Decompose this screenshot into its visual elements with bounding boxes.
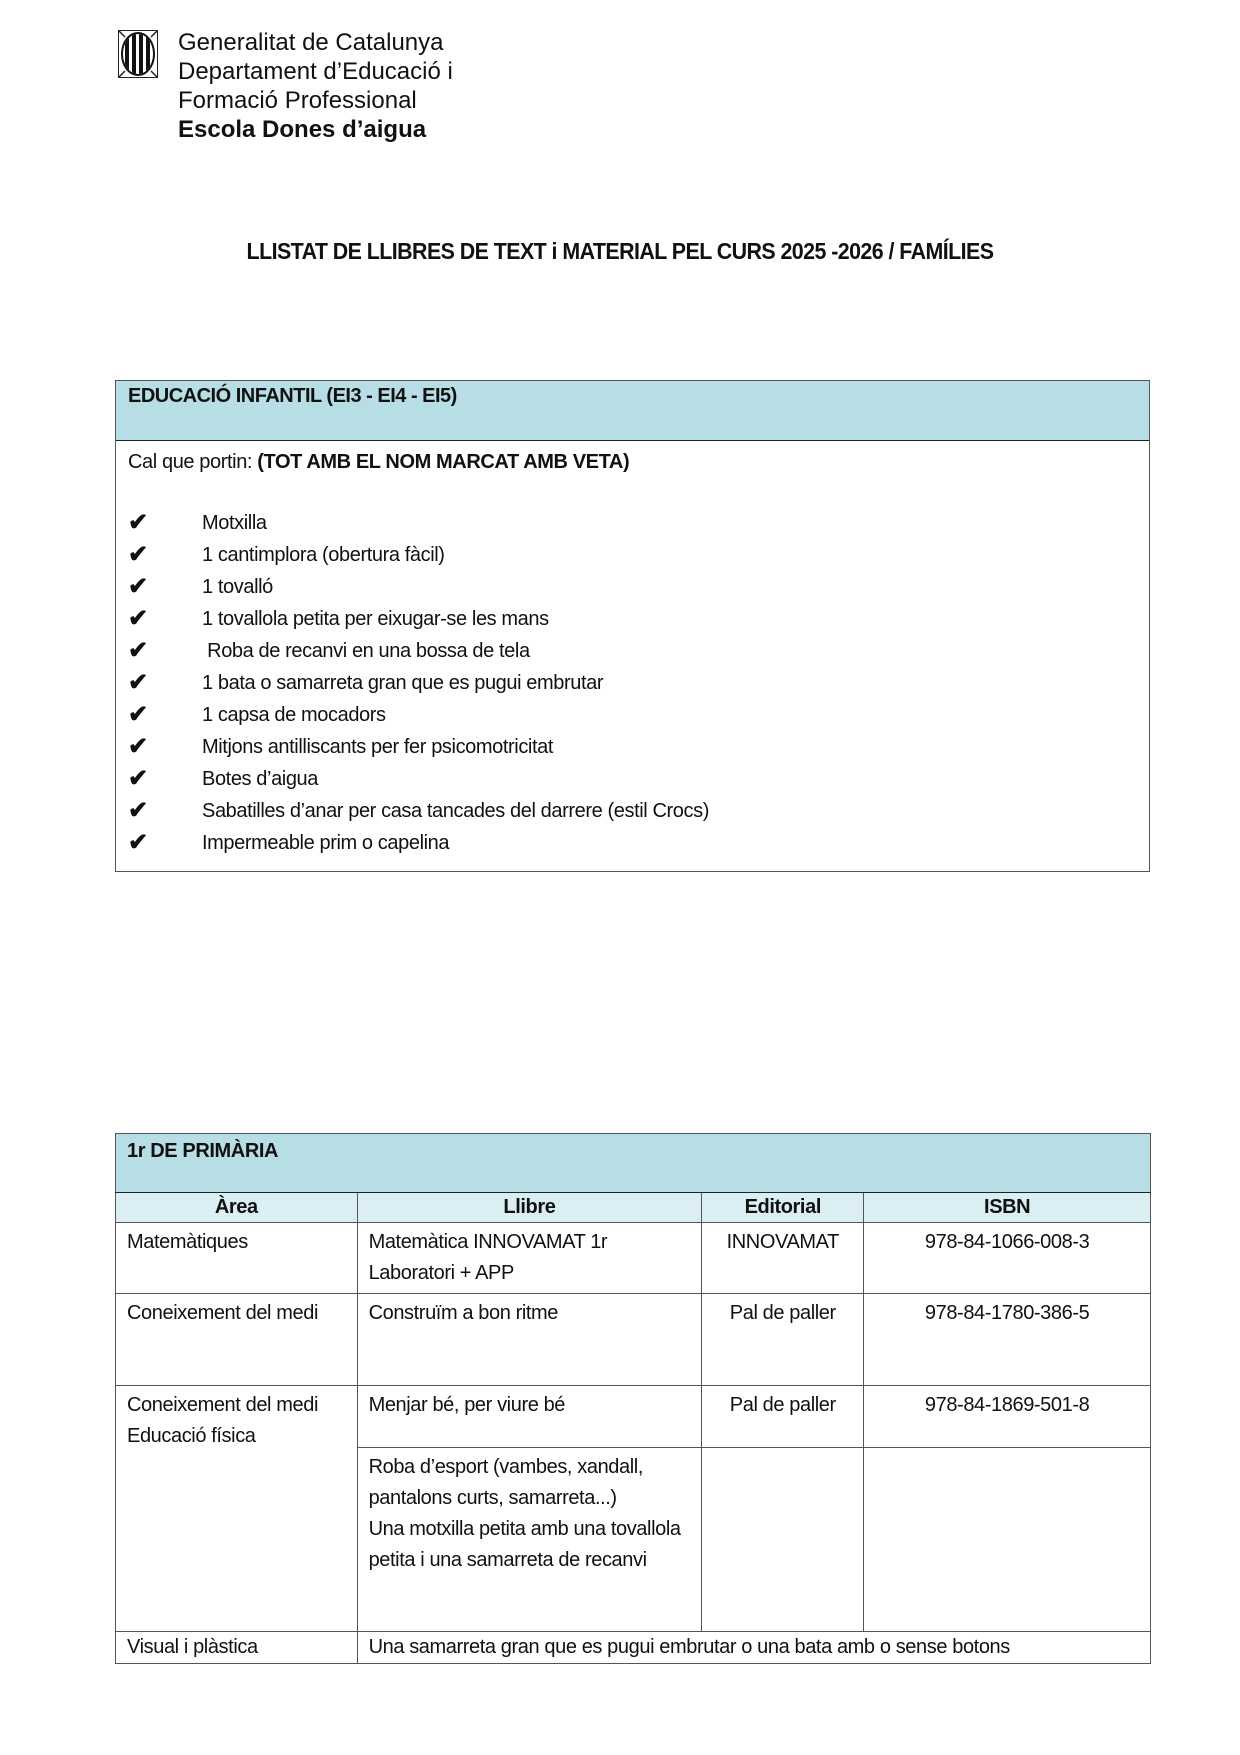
list-item (128, 507, 1137, 539)
check-icon: ✔ (128, 605, 148, 632)
item-label: Sabatilles d’anar per casa tancades del darrere (estil Crocs) (202, 800, 709, 822)
item-label: Mitjons antilliscants per fer psicomotricitat (202, 736, 554, 758)
cell-editorial: Pal de paller (702, 1294, 864, 1386)
check-icon: ✔ (128, 701, 148, 728)
table-row (116, 1386, 1151, 1448)
org-line-formacio: Formació Professional (178, 87, 417, 114)
column-header-isbn: ISBN (864, 1193, 1151, 1223)
check-icon: ✔ (128, 637, 148, 664)
check-icon: ✔ (128, 573, 148, 600)
check-icon: ✔ (128, 541, 148, 568)
item-label: 1 capsa de mocadors (202, 704, 386, 726)
cell-isbn: 978-84-1780-386-5 (864, 1294, 1151, 1386)
list-item (128, 571, 1137, 603)
infantil-section (115, 380, 1150, 872)
list-item (128, 667, 1137, 699)
check-icon: ✔ (128, 733, 148, 760)
list-item (128, 763, 1137, 795)
school-name: Escola Dones d’aigua (178, 116, 427, 143)
table-row (116, 1223, 1151, 1294)
document-title: LLISTAT DE LLIBRES DE TEXT i MATERIAL PEL CURS 2025 -2026 / FAMÍLIES (246, 238, 994, 264)
area-educacio-fisica: Educació física (127, 1425, 256, 1447)
item-label: Botes d’aigua (202, 768, 319, 790)
cell-llibre: Construïm a bon ritme (357, 1294, 702, 1386)
backpack-note: Una motxilla petita amb una tovallola petita i una samarreta de recanvi (368, 1518, 681, 1571)
column-header-row (116, 1193, 1151, 1223)
cell-llibre: Matemàtica INNOVAMAT 1r Laboratori + APP (357, 1223, 702, 1294)
item-label: Motxilla (202, 512, 267, 534)
list-item (128, 731, 1137, 763)
cell-area: Matemàtiques (116, 1223, 358, 1294)
cell-area: Coneixement del medi (116, 1294, 358, 1386)
cell-llibre: Una samarreta gran que es pugui embrutar o una bata amb o sense botons (357, 1632, 1150, 1664)
column-header-area: Àrea (116, 1193, 358, 1223)
item-label: 1 cantimplora (obertura fàcil) (202, 544, 445, 566)
org-line-generalitat: Generalitat de Catalunya (178, 29, 444, 56)
list-item (128, 635, 1137, 667)
intro-prefix: Cal que portin: (128, 451, 258, 473)
cell-isbn: 978-84-1869-501-8 (864, 1386, 1151, 1448)
item-label: 1 bata o samarreta gran que es pugui embrutar (202, 672, 604, 694)
list-item (128, 827, 1137, 859)
cell-area (116, 1386, 358, 1632)
column-header-editorial: Editorial (702, 1193, 864, 1223)
cell-llibre (357, 1448, 702, 1632)
check-icon: ✔ (128, 797, 148, 824)
list-item (128, 603, 1137, 635)
primaria-heading: 1r DE PRIMÀRIA (116, 1134, 1151, 1193)
cell-editorial: INNOVAMAT (702, 1223, 864, 1294)
cell-editorial (702, 1448, 864, 1632)
area-coneixement: Coneixement del medi (127, 1394, 318, 1416)
primaria-table (115, 1133, 1151, 1664)
infantil-intro (128, 447, 1137, 477)
cell-area: Visual i plàstica (116, 1632, 358, 1664)
intro-emphasis: (TOT AMB EL NOM MARCAT AMB VETA) (257, 451, 630, 473)
check-icon: ✔ (128, 765, 148, 792)
infantil-heading: EDUCACIÓ INFANTIL (EI3 - EI4 - EI5) (116, 381, 1149, 441)
org-line-department: Departament d’Educació i (178, 58, 453, 85)
check-icon: ✔ (128, 509, 148, 536)
cell-llibre: Menjar bé, per viure bé (357, 1386, 702, 1448)
catalan-government-shield-icon (118, 30, 158, 78)
cell-editorial: Pal de paller (702, 1386, 864, 1448)
cell-isbn: 978-84-1066-008-3 (864, 1223, 1151, 1294)
list-item (128, 539, 1137, 571)
table-row (116, 1632, 1151, 1664)
column-header-llibre: Llibre (357, 1193, 702, 1223)
item-label: Impermeable prim o capelina (202, 832, 450, 854)
sportswear-note: Roba d’esport (vambes, xandall, pantalons curts, samarreta...) (368, 1456, 643, 1509)
table-row (116, 1294, 1151, 1386)
cell-isbn (864, 1448, 1151, 1632)
check-icon: ✔ (128, 829, 148, 856)
infantil-material-list (128, 507, 1137, 859)
check-icon: ✔ (128, 669, 148, 696)
item-label: 1 tovalló (202, 576, 273, 598)
item-label: 1 tovallola petita per eixugar-se les mans (202, 608, 549, 630)
list-item (128, 795, 1137, 827)
item-label: Roba de recanvi en una bossa de tela (202, 640, 530, 662)
list-item (128, 699, 1137, 731)
